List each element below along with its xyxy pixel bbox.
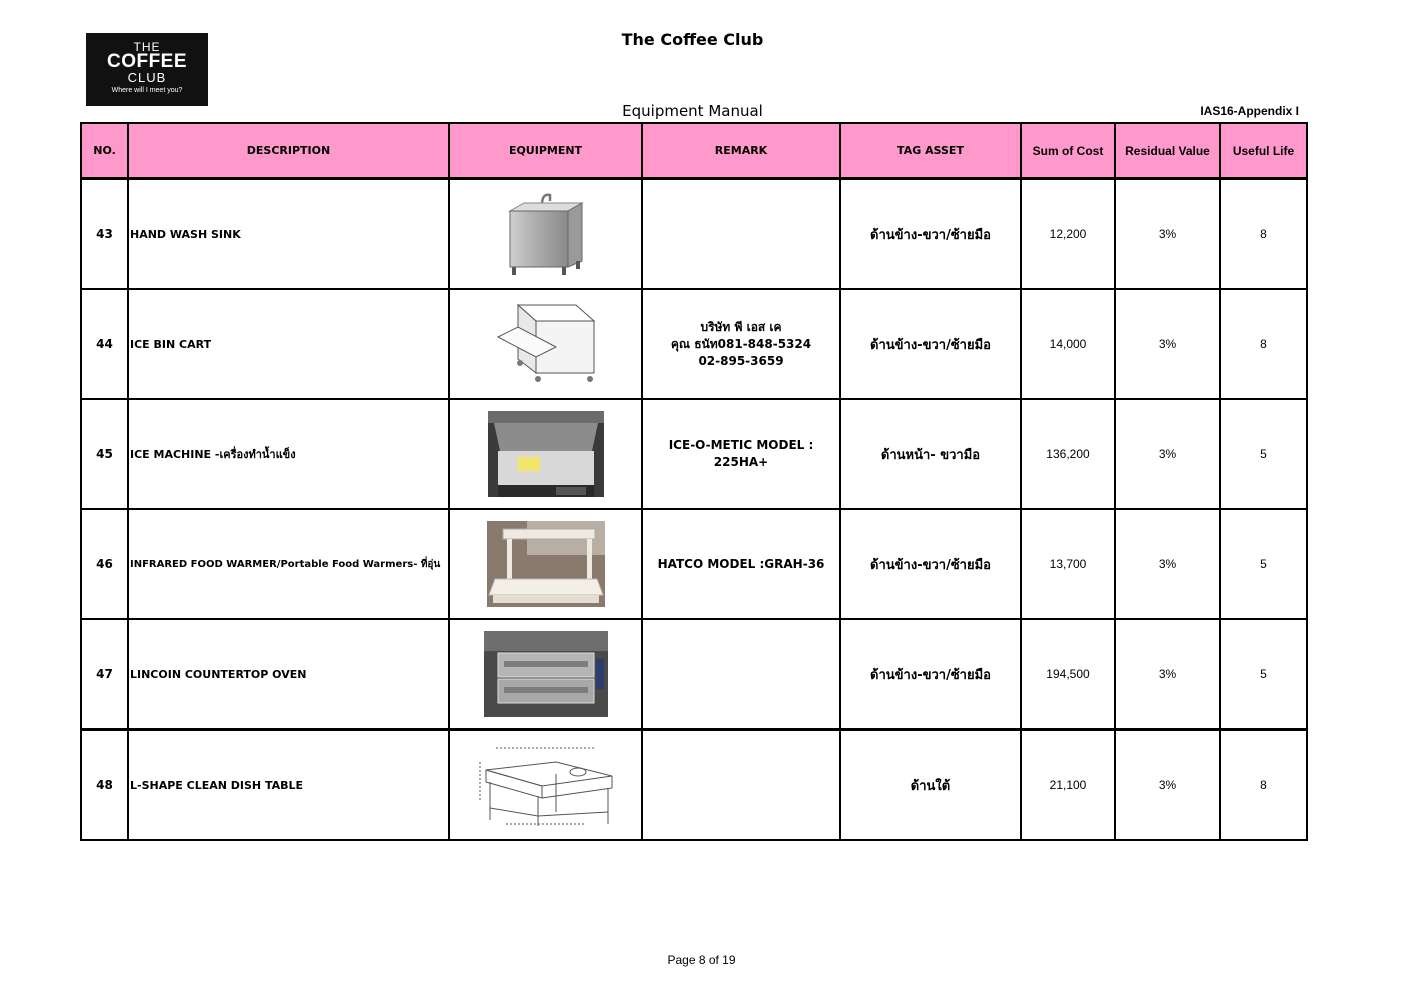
ice-bin-cart-image — [496, 303, 596, 385]
row-useful-life: 8 — [1220, 289, 1307, 399]
row-useful-life: 5 — [1220, 399, 1307, 509]
row-equipment — [449, 509, 642, 619]
row-sum-of-cost: 21,100 — [1021, 730, 1115, 841]
row-remark — [642, 179, 840, 290]
row-equipment — [449, 179, 642, 290]
row-useful-life: 8 — [1220, 179, 1307, 290]
row-tag-asset: ด้านหน้า- ขวามือ — [840, 399, 1021, 509]
row-sum-of-cost: 13,700 — [1021, 509, 1115, 619]
row-equipment — [449, 619, 642, 730]
table-row — [81, 179, 1307, 290]
food-warmer-image — [487, 521, 605, 607]
row-remark: ICE-O-METIC MODEL : 225HA+ — [642, 399, 840, 509]
row-no: 45 — [81, 399, 128, 509]
header-description: DESCRIPTION — [128, 123, 449, 179]
table-row — [81, 399, 1307, 509]
document-title: The Coffee Club — [621, 30, 764, 49]
logo-tagline: Where will I meet you? — [111, 87, 183, 94]
row-remark — [642, 619, 840, 730]
row-tag-asset: ด้านใต้ — [840, 730, 1021, 841]
header-equipment: EQUIPMENT — [449, 123, 642, 179]
dish-table-drawing-image — [476, 742, 616, 828]
header-residual-value: Residual Value — [1115, 123, 1220, 179]
row-description: ICE MACHINE -เครื่องทำน้ำแข็ง — [128, 399, 449, 509]
row-remark: บริษัท พี เอส เค คุณ ธนัท081-848-5324 02-895-3659 — [642, 289, 840, 399]
row-description: LINCOIN COUNTERTOP OVEN — [128, 619, 449, 730]
row-sum-of-cost: 136,200 — [1021, 399, 1115, 509]
row-no: 44 — [81, 289, 128, 399]
row-equipment — [449, 399, 642, 509]
header-no: NO. — [81, 123, 128, 179]
row-no: 43 — [81, 179, 128, 290]
row-residual-value: 3% — [1115, 619, 1220, 730]
hand-wash-sink-image — [506, 191, 586, 277]
table-row — [81, 619, 1307, 730]
row-useful-life: 8 — [1220, 730, 1307, 841]
logo-line-club: CLUB — [127, 70, 167, 85]
row-residual-value: 3% — [1115, 179, 1220, 290]
row-sum-of-cost: 12,200 — [1021, 179, 1115, 290]
header-tag-asset: TAG ASSET — [840, 123, 1021, 179]
logo-line-the: THE — [133, 40, 161, 54]
row-tag-asset: ด้านข้าง-ขวา/ซ้ายมือ — [840, 619, 1021, 730]
row-no: 46 — [81, 509, 128, 619]
row-residual-value: 3% — [1115, 289, 1220, 399]
table-row — [81, 289, 1307, 399]
ice-machine-image — [488, 411, 604, 497]
table-row — [81, 509, 1307, 619]
row-description: L-SHAPE CLEAN DISH TABLE — [128, 730, 449, 841]
page-number: Page 8 of 19 — [667, 953, 736, 967]
row-remark — [642, 730, 840, 841]
table-row — [81, 730, 1307, 841]
row-sum-of-cost: 194,500 — [1021, 619, 1115, 730]
appendix-label: IAS16-Appendix I — [1200, 104, 1299, 118]
countertop-oven-image — [484, 631, 608, 717]
row-tag-asset: ด้านข้าง-ขวา/ซ้ายมือ — [840, 509, 1021, 619]
equipment-table — [80, 122, 1308, 841]
row-residual-value: 3% — [1115, 509, 1220, 619]
row-no: 48 — [81, 730, 128, 841]
row-equipment — [449, 289, 642, 399]
row-tag-asset: ด้านข้าง-ขวา/ซ้ายมือ — [840, 289, 1021, 399]
header-sum-of-cost: Sum of Cost — [1021, 123, 1115, 179]
row-residual-value: 3% — [1115, 399, 1220, 509]
table-header-row — [81, 123, 1307, 179]
row-useful-life: 5 — [1220, 509, 1307, 619]
row-description: INFRARED FOOD WARMER/Portable Food Warmers- ที่อุ่น — [128, 509, 449, 619]
row-residual-value: 3% — [1115, 730, 1220, 841]
document-subtitle: Equipment Manual — [622, 102, 763, 120]
row-description: HAND WASH SINK — [128, 179, 449, 290]
row-sum-of-cost: 14,000 — [1021, 289, 1115, 399]
row-description: ICE BIN CART — [128, 289, 449, 399]
header-useful-life: Useful Life — [1220, 123, 1307, 179]
header-remark: REMARK — [642, 123, 840, 179]
row-remark: HATCO MODEL :GRAH-36 — [642, 509, 840, 619]
row-useful-life: 5 — [1220, 619, 1307, 730]
row-tag-asset: ด้านข้าง-ขวา/ซ้ายมือ — [840, 179, 1021, 290]
logo-line-coffee: COFFEE — [106, 51, 188, 72]
row-no: 47 — [81, 619, 128, 730]
row-equipment — [449, 730, 642, 841]
